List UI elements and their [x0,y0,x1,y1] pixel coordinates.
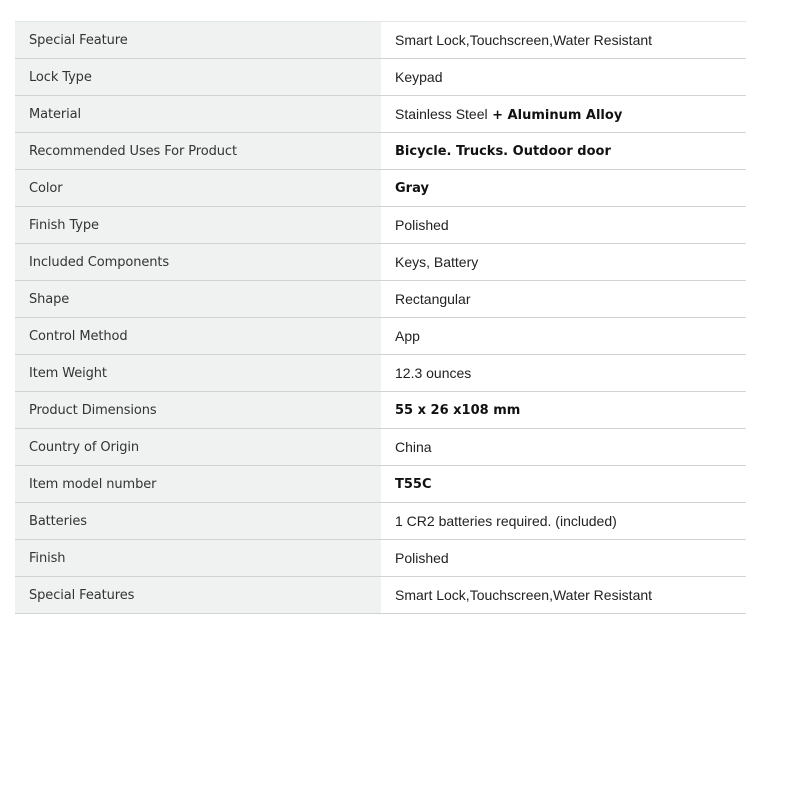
spec-row-control-method [15,318,746,355]
spec-label: Country of Origin [15,429,381,466]
spec-value: T55C [381,466,746,503]
spec-value-main: Stainless Steel [395,105,488,122]
spec-row-material [15,96,746,133]
product-specs-table [15,21,746,614]
spec-value: Polished [381,207,746,244]
spec-row-item-weight [15,355,746,392]
spec-value: China [381,429,746,466]
spec-value: App [381,318,746,355]
spec-row-country-of-origin [15,429,746,466]
spec-value: 12.3 ounces [381,355,746,392]
spec-label: Finish [15,540,381,577]
spec-value: 1 CR2 batteries required. (included) [381,503,746,540]
spec-row-batteries [15,503,746,540]
spec-label: Lock Type [15,59,381,96]
spec-row-special-features [15,577,746,614]
spec-value: Keypad [381,59,746,96]
spec-label: Material [15,96,381,133]
spec-label: Included Components [15,244,381,281]
spec-value: Smart Lock,Touchscreen,Water Resistant [381,22,746,59]
spec-label: Shape [15,281,381,318]
spec-value: Rectangular [381,281,746,318]
spec-value: 55 x 26 x108 mm [381,392,746,429]
spec-row-recommended-uses [15,133,746,170]
spec-row-lock-type [15,59,746,96]
spec-value: Smart Lock,Touchscreen,Water Resistant [381,577,746,614]
spec-row-item-model-number [15,466,746,503]
spec-label: Special Features [15,577,381,614]
spec-value: Gray [381,170,746,207]
spec-label: Control Method [15,318,381,355]
spec-row-special-feature [15,22,746,59]
spec-value-extra: + Aluminum Alloy [487,107,623,123]
spec-label: Color [15,170,381,207]
spec-row-color [15,170,746,207]
spec-label: Batteries [15,503,381,540]
spec-label: Product Dimensions [15,392,381,429]
spec-label: Item Weight [15,355,381,392]
spec-row-included-components [15,244,746,281]
spec-label: Finish Type [15,207,381,244]
spec-value: Polished [381,540,746,577]
spec-label: Special Feature [15,22,381,59]
spec-value: Bicycle. Trucks. Outdoor door [381,133,746,170]
spec-row-finish-type [15,207,746,244]
spec-value: Keys, Battery [381,244,746,281]
spec-row-product-dimensions [15,392,746,429]
spec-label: Item model number [15,466,381,503]
spec-row-shape [15,281,746,318]
spec-row-finish [15,540,746,577]
spec-value [381,96,746,133]
spec-label: Recommended Uses For Product [15,133,381,170]
